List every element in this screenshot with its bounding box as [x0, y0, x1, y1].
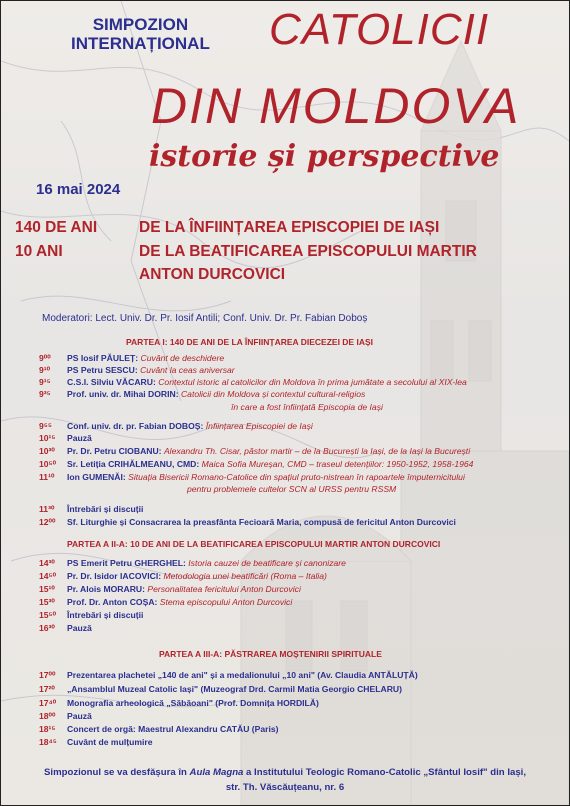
row-speaker: Pr. Dr. Petru CIOBANU:: [67, 446, 164, 456]
symposium-label: [71, 15, 210, 53]
part-3-title: PARTEA A III-A: PĂSTRAREA MOȘTENIRII SPIRITUALE: [159, 649, 382, 659]
row-topic: Cuvânt la ceas aniversar: [140, 365, 235, 375]
program-row: [39, 504, 143, 514]
program-row: [39, 584, 301, 594]
row-time: 15¹⁰: [39, 584, 55, 594]
program-row: [39, 610, 143, 620]
program-row: [39, 472, 465, 482]
row-speaker: Ion GUMENĂI:: [67, 472, 129, 482]
row-speaker: Sf. Liturghie și Consacrarea la preasfânta Fecioară Maria, compusă de fericitul Anton Durcovici: [67, 517, 456, 527]
program-row: [39, 737, 152, 747]
row-time: 11¹⁰: [39, 472, 55, 482]
anniversary-2-text: DE LA BEATIFICAREA EPISCOPULUI MARTIR: [139, 243, 477, 260]
title-subtitle: istorie și perspective: [149, 139, 500, 174]
symposium-line-2: INTERNAȚIONAL: [71, 34, 210, 53]
program-row: [39, 459, 473, 469]
row-time: 12⁰⁰: [39, 517, 56, 527]
anniversary-1-text: DE LA ÎNFIINȚAREA EPISCOPIEI DE IAȘI: [139, 219, 440, 236]
program-row: [39, 421, 313, 431]
row-speaker: Pr. Alois MORARU:: [67, 584, 148, 594]
row-time: 15⁵⁰: [39, 610, 57, 620]
program-row: [39, 670, 418, 680]
row-time: 17²⁰: [39, 684, 55, 694]
row-speaker: Conf. univ. dr. pr. Fabian DOBOȘ:: [67, 421, 206, 431]
row-time: 16³⁰: [39, 623, 55, 633]
row-topic-continued: pentru problemele cultelor SCN al URSS pentru RSSM: [187, 484, 397, 494]
title-line-2: DIN MOLDOVA: [151, 78, 521, 134]
row-time: 14⁵⁰: [39, 571, 57, 581]
program-row: [39, 711, 92, 721]
row-time: 9⁵⁵: [39, 421, 52, 431]
row-speaker: Prezentarea plachetei „140 de ani" și a medalionului „10 ani" (Av. Claudia ANTĂLUȚĂ): [67, 670, 418, 680]
row-topic: Înființarea Episcopiei de Iași: [205, 421, 313, 431]
part-1-title: PARTEA I: 140 DE ANI DE LA ÎNFIINȚAREA DIECEZEI DE IAȘI: [126, 337, 373, 347]
row-topic: Situația Bisericii Romano-Catolice din spațiul pruto-nistrean în rapoartele împuternicitului: [128, 472, 465, 482]
row-time: 15³⁰: [39, 597, 55, 607]
row-time: 9¹⁵: [39, 377, 51, 387]
program-row: [39, 623, 92, 633]
anniversary-1-label: 140 DE ANI: [15, 219, 98, 236]
row-topic: Alexandru Th. Cisar, păstor martir – de la București la Iași, de la Iași la București: [163, 446, 471, 456]
row-topic-continued: în care a fost înființată Episcopia de Iași: [231, 402, 383, 412]
row-topic: Stema episcopului Anton Durcovici: [159, 597, 293, 607]
row-speaker: Pr. Dr. Isidor IACOVICI:: [67, 571, 164, 581]
row-speaker: PS Petru SESCU:: [67, 365, 141, 375]
row-speaker: Prof. univ. dr. Mihai DORIN:: [67, 389, 181, 399]
moderators: Moderatori: Lect. Univ. Dr. Pr. Iosif Antili; Conf. Univ. Dr. Pr. Fabian Doboș: [42, 313, 368, 324]
program-row: [39, 517, 456, 527]
row-time: 9¹⁰: [39, 365, 51, 375]
row-time: 17⁰⁰: [39, 670, 56, 680]
part-2-title: PARTEA A II-A: 10 DE ANI DE LA BEATIFICAREA EPISCOPULUI MARTIR ANTON DURCOVICI: [67, 539, 441, 549]
row-speaker: Pauză: [67, 711, 92, 721]
row-time: 10⁵⁰: [39, 459, 57, 469]
program-row: [39, 571, 327, 581]
program-row: [39, 597, 292, 607]
row-topic: Metodologia unei beatificări (Roma – Italia): [163, 571, 327, 581]
row-speaker: „Ansamblul Muzeal Catolic Iași" (Muzeograf Drd. Carmil Matia Georgio CHELARU): [67, 684, 402, 694]
event-date: 16 mai 2024: [36, 181, 121, 198]
row-speaker: Cuvânt de mulțumire: [67, 737, 153, 747]
row-speaker: Prof. Dr. Anton COȘA:: [67, 597, 160, 607]
row-time: 9³⁵: [39, 389, 51, 399]
program-row: [39, 724, 279, 734]
program-row: [39, 377, 467, 387]
row-time: 18⁰⁰: [39, 711, 56, 721]
row-speaker: Sr. Letiția CRIHĂLMEANU, CMD:: [67, 459, 202, 469]
symposium-line-1: SIMPOZION: [92, 15, 189, 34]
row-speaker: Monografia arheologică „Săbăoani" (Prof. Domnița HORDILĂ): [67, 698, 319, 708]
row-speaker: C.S.I. Silviu VĂCARU:: [67, 377, 159, 387]
program-row: [39, 684, 402, 694]
anniversary-2-text-line2: ANTON DURCOVICI: [139, 266, 286, 283]
row-speaker: Concert de orgă: Maestrul Alexandru CATĂU (Paris): [67, 724, 279, 734]
row-time: 9⁰⁰: [39, 353, 51, 363]
row-speaker: Pauză: [67, 433, 92, 443]
row-speaker: Pauză: [67, 623, 92, 633]
program-row: [39, 446, 470, 456]
program-row: [39, 698, 319, 708]
row-time: 10¹⁵: [39, 433, 56, 443]
program-row: [39, 389, 365, 399]
row-time: 14³⁰: [39, 558, 55, 568]
anniversary-2-label: 10 ANI: [15, 243, 63, 260]
row-topic: Maica Sofia Mureșan, CMD – traseul detențiilor: 1950-1952, 1958-1964: [201, 459, 474, 469]
title-line-1: CATOLICII: [269, 5, 490, 54]
row-time: 18¹⁵: [39, 724, 56, 734]
row-time: 18⁴⁵: [39, 737, 57, 747]
row-topic: Cuvânt de deschidere: [140, 353, 225, 363]
row-speaker: Întrebări și discuții: [67, 504, 144, 514]
program-row: [39, 353, 224, 363]
program-row: [39, 365, 235, 375]
program-row: [39, 433, 92, 443]
row-topic: Contextul istoric al catolicilor din Moldova în prima jumătate a secolului al XIX-lea: [158, 377, 467, 387]
row-speaker: PS Emerit Petru GHERGHEL:: [67, 558, 189, 568]
venue-line-1: Simpozionul se va desfășura în Aula Magna a Institutului Teologic Romano-Catolic „Sfântul Iosif" din Iași,: [44, 767, 526, 778]
row-topic: Personalitatea fericitului Anton Durcovici: [147, 584, 301, 594]
row-time: 10³⁰: [39, 446, 55, 456]
row-time: 11³⁰: [39, 504, 55, 514]
venue-line-2: str. Th. Văscăuțeanu, nr. 6: [225, 782, 345, 793]
row-speaker: PS Iosif PĂULEȚ:: [67, 353, 141, 363]
row-topic: Catolicii din Moldova și contextul cultural-religios: [180, 389, 366, 399]
program-row: [39, 558, 346, 568]
row-topic: Istoria cauzei de beatificare și canonizare: [188, 558, 346, 568]
row-speaker: Întrebări și discuții: [67, 610, 144, 620]
row-time: 17⁴⁰: [39, 698, 57, 708]
